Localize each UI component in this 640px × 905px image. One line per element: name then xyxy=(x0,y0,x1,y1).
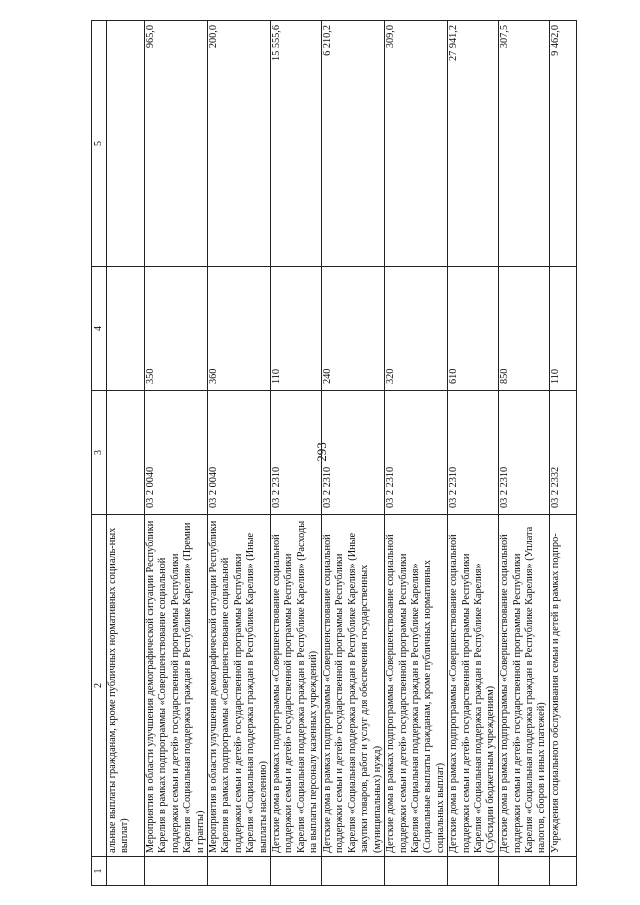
description-cell: Детские дома в рамках подпрограммы «Совершенствование социальной поддержки семьи и детей» государственной программы Республики Карелия «Социальная поддержка граждан в Республике Карелия» (Субсидии бюджетным учреждениям) xyxy=(448,515,499,857)
expense-type-cell: 360 xyxy=(208,267,271,391)
expense-type-cell: 320 xyxy=(385,267,448,391)
target-code-cell: 03 2 2310 xyxy=(499,391,550,515)
sum-cell: 15 555,6 xyxy=(271,21,322,267)
row-number-cell xyxy=(271,857,322,886)
expense-type-cell: 110 xyxy=(271,267,322,391)
table-row xyxy=(499,21,550,886)
description-cell: Детские дома в рамках подпрограммы «Совершенствование социальной поддержки семьи и детей» государственной программы Республики Карелия «Социальная поддержка граждан в Республике Карелия» (Расходы на выплаты персоналу казенных учреждений) xyxy=(271,515,322,857)
header-row xyxy=(92,21,107,886)
target-code-cell: 03 2 0040 xyxy=(208,391,271,515)
target-code-cell xyxy=(107,391,145,515)
budget-table xyxy=(91,20,577,886)
description-cell: Учреждения социального обслуживания семьи и детей в рамках подпро- xyxy=(550,515,577,857)
description-cell: Мероприятия в области улучшения демографической ситуации Республики Карелия в рамках подпрограммы «Совершенствование социальной поддержки семьи и детей» государственной программы Республики Карелия «Социальная поддержка граждан в Республике Карелия» (Премии и гранты) xyxy=(145,515,208,857)
table-row xyxy=(208,21,271,886)
sum-cell: 6 210,2 xyxy=(322,21,385,267)
row-number-cell xyxy=(107,857,145,886)
row-number-cell xyxy=(208,857,271,886)
row-number-cell xyxy=(499,857,550,886)
row-number-cell xyxy=(448,857,499,886)
expense-type-cell: 850 xyxy=(499,267,550,391)
target-code-cell: 03 2 2332 xyxy=(550,391,577,515)
sum-cell: 307,5 xyxy=(499,21,550,267)
row-number-cell xyxy=(550,857,577,886)
header-col-3: 3 xyxy=(92,391,107,515)
sum-cell: 27 941,2 xyxy=(448,21,499,267)
table-row xyxy=(145,21,208,886)
sum-cell: 309,0 xyxy=(385,21,448,267)
target-code-cell: 03 2 2310 xyxy=(448,391,499,515)
row-number-cell xyxy=(385,857,448,886)
description-cell: альные выплаты гражданам, кроме публичных нормативных социаль-ных выплат) xyxy=(107,515,145,857)
expense-type-cell: 110 xyxy=(550,267,577,391)
target-code-cell: 03 2 2310 xyxy=(271,391,322,515)
table-row xyxy=(385,21,448,886)
target-code-cell: 03 2 2310 xyxy=(322,391,385,515)
expense-type-cell: 240 xyxy=(322,267,385,391)
header-col-4: 4 xyxy=(92,267,107,391)
description-cell: Мероприятия в области улучшения демографической ситуации Республики Карелия в рамках подпрограммы «Совершенствование социальной поддержки семьи и детей» государственной программы Республики Карелия «Социальная поддержка граждан в Республике Карелия» (Иные выплаты населению) xyxy=(208,515,271,857)
table-row xyxy=(448,21,499,886)
description-cell: Детские дома в рамках подпрограммы «Совершенствование социальной поддержки семьи и детей» государственной программы Республики Карелия «Социальная поддержка граждан в Республике Карелия» (Уплата налогов, сборов и иных платежей) xyxy=(499,515,550,857)
description-cell: Детские дома в рамках подпрограммы «Совершенствование социальной поддержки семьи и детей» государственной программы Республики Карелия «Социальная поддержка граждан в Республике Карелия» (Иные закупки товаров, работ и услуг для обеспечения государственных (муниципальных) нужд) xyxy=(322,515,385,857)
target-code-cell: 03 2 2310 xyxy=(385,391,448,515)
header-col-2: 2 xyxy=(92,515,107,857)
sum-cell: 9 462,0 xyxy=(550,21,577,267)
row-number-cell xyxy=(322,857,385,886)
sum-cell: 200,0 xyxy=(208,21,271,267)
expense-type-cell: 350 xyxy=(145,267,208,391)
row-number-cell xyxy=(145,857,208,886)
table-row xyxy=(550,21,577,886)
target-code-cell: 03 2 0040 xyxy=(145,391,208,515)
description-cell: Детские дома в рамках подпрограммы «Совершенствование социальной поддержки семьи и детей» государственной программы Республики Карелия «Социальная поддержка граждан в Республике Карелия» (Социальные выплаты гражданам, кроме публичных нормативных социальных выплат) xyxy=(385,515,448,857)
rotated-table-container xyxy=(91,21,601,886)
header-col-5: 5 xyxy=(92,21,107,267)
expense-type-cell xyxy=(107,267,145,391)
header-col-1: 1 xyxy=(92,857,107,886)
table-row xyxy=(271,21,322,886)
table-row xyxy=(107,21,145,886)
table-row xyxy=(322,21,385,886)
sum-cell xyxy=(107,21,145,267)
page-number: 293 xyxy=(314,442,329,462)
expense-type-cell: 610 xyxy=(448,267,499,391)
sum-cell: 965,0 xyxy=(145,21,208,267)
